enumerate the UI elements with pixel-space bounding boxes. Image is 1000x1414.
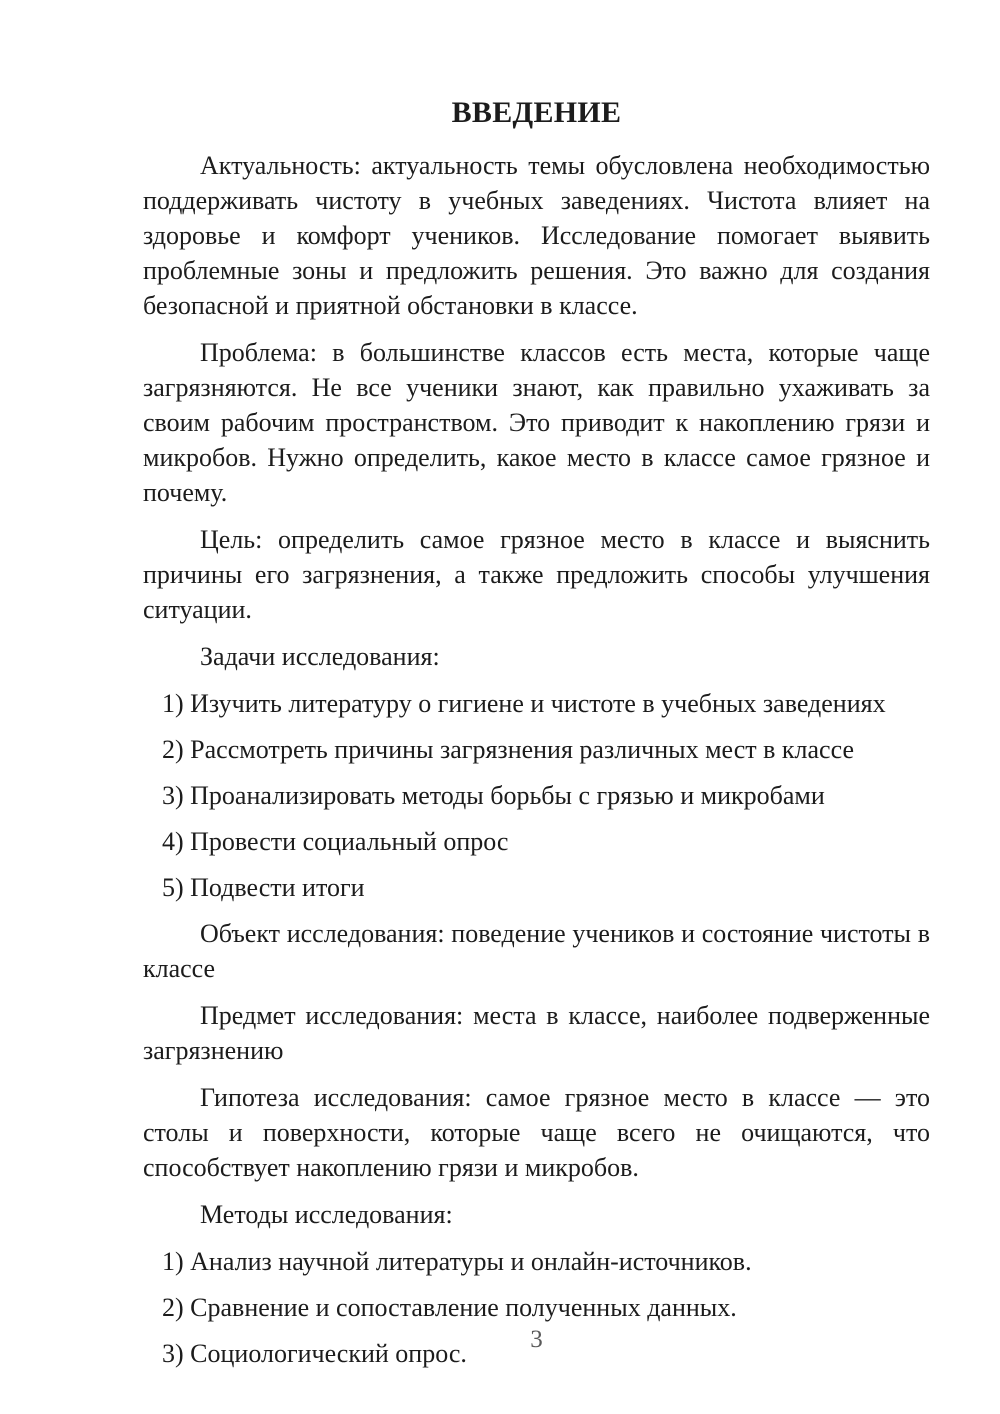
method-item-3: 3) Социологический опрос.	[162, 1339, 467, 1368]
paragraph-goal: Цель: определить самое грязное место в классе и выяснить причины его загрязнения, а также предложить способы улучшения ситуации.	[143, 525, 930, 624]
document-content	[143, 95, 930, 1382]
tasks-list	[143, 686, 930, 905]
paragraph-relevance: Актуальность: актуальность темы обусловлена необходимостью поддерживать чистоту в учебных заведениях. Чистота влияет на здоровье и комфорт учеников. Исследование помогает выявить проблемные зоны и предложить решения. Это важно для создания безопасной и приятной обстановки в классе.	[143, 151, 930, 320]
methods-heading: Методы исследования:	[200, 1200, 453, 1229]
task-item-5: 5) Подвести итоги	[162, 873, 365, 902]
paragraph-problem: Проблема: в большинстве классов есть места, которые чаще загрязняются. Не все ученики знают, как правильно ухаживать за своим рабочим пространством. Это приводит к накоплению грязи и микробов. Нужно определить, какое место в классе самое грязное и почему.	[143, 338, 930, 507]
paragraph-subject: Предмет исследования: места в классе, наиболее подверженные загрязнению	[143, 1001, 930, 1065]
page-title: ВВЕДЕНИЕ	[451, 96, 622, 129]
task-item-3: 3) Проанализировать методы борьбы с грязью и микробами	[162, 781, 825, 810]
task-item-2: 2) Рассмотреть причины загрязнения различных мест в классе	[162, 735, 854, 764]
tasks-heading: Задачи исследования:	[200, 642, 440, 671]
task-item-4: 4) Провести социальный опрос	[162, 827, 509, 856]
paragraph-object: Объект исследования: поведение учеников и состояние чистоты в классе	[143, 919, 930, 983]
page-number: 3	[530, 1326, 543, 1353]
paragraph-hypothesis: Гипотеза исследования: самое грязное место в классе — это столы и поверхности, которые чаще всего не очищаются, что способствует накоплению грязи и микробов.	[143, 1083, 930, 1182]
task-item-1: 1) Изучить литературу о гигиене и чистоте в учебных заведениях	[162, 689, 886, 718]
method-item-2: 2) Сравнение и сопоставление полученных данных.	[162, 1293, 737, 1322]
method-item-1: 1) Анализ научной литературы и онлайн-источников.	[162, 1247, 752, 1276]
